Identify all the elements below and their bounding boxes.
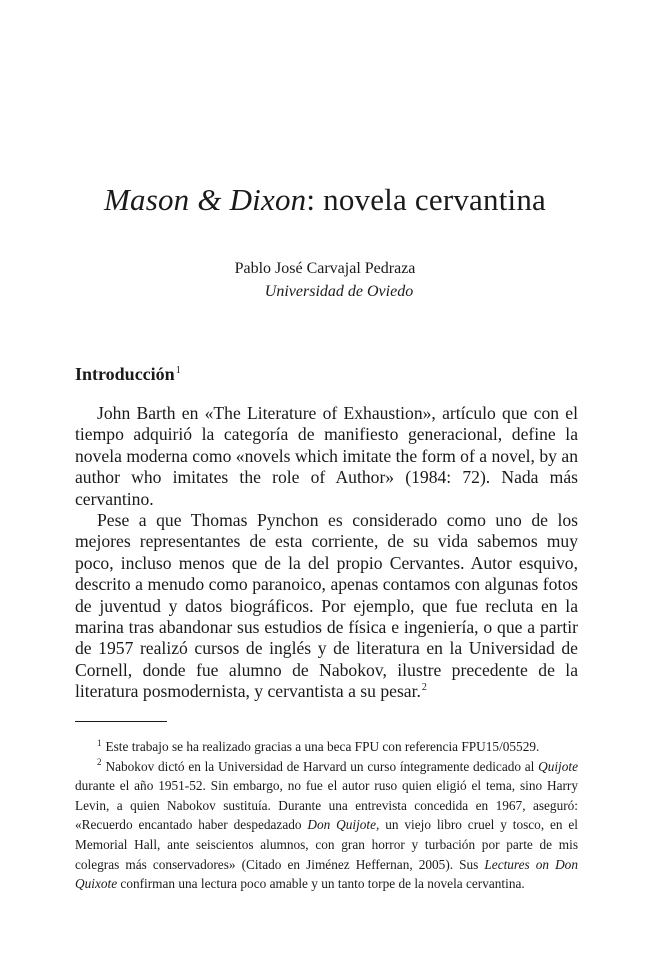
footnote-2-text-c: , un viejo libro cruel y tosco, en el Memorial Hall, ante seiscientos alumnos, con gran horror y turbación por parte de mis colegras más conservadores» (Citado en Jiménez Heffernan, 2005). Sus [75, 817, 579, 872]
author-affiliation: Universidad de Oviedo [264, 283, 414, 300]
paragraph-2-text: Pese a que Thomas Pynchon es considerado como uno de los mejores representantes de esta corriente, de su vida sabemos muy poco, incluso menos que de la del propio Cervantes. Autor esquivo, descrito a menudo como paranoico, apenas contamos con algunas fotos de juventud y datos biográficos. Por ejemplo, que fue recluta en la marina tras abandonar sus estudios de física e ingeniería, o que a partir de 1957 realizó cursos de inglés y de literatura en la Universidad de Cornell, donde fue alumno de Nabokov, ilustre precedente de la literatura posmodernista, y cervantista a su pesar. [75, 510, 578, 702]
footnote-2 [75, 757, 578, 894]
author-block [0, 257, 650, 303]
footnote-ref-1[interactable]: 1 [175, 365, 181, 376]
footnote-1 [75, 737, 578, 757]
paragraph-1-text: John Barth en «The Literature of Exhaustion», artículo que con el tiempo adquirió la categoría de manifiesto generacional, define la novela moderna como «novels which imitate the form of a novel, by an author who imitates the role of Author» (1984: 72). Nada más cervantino. [75, 403, 578, 509]
footnote-ref-2[interactable]: 2 [421, 682, 427, 694]
footnote-1-text: Este trabajo se ha realizado gracias a una beca FPU con referencia FPU15/05529. [105, 739, 540, 754]
title-italic-part: Mason & Dixon [104, 182, 307, 217]
footnote-divider [75, 721, 167, 722]
section-heading [75, 363, 181, 385]
paper-title [0, 180, 650, 220]
author-name: Pablo José Carvajal Pedraza [234, 260, 416, 277]
section-heading-text: Introducción [75, 364, 175, 384]
footnote-2-text-a: Nabokov dictó en la Universidad de Harvard un curso íntegramente dedicado al [105, 758, 539, 774]
footnote-2-italic-c: Lectures on Don Quixote [75, 856, 578, 892]
footnote-2-italic-a: Quijote [538, 758, 578, 774]
paragraph-2 [75, 510, 578, 703]
footnote-2-italic-b: Don Quijote [307, 817, 377, 833]
body-text [75, 403, 578, 703]
footnotes [75, 737, 578, 894]
footnote-2-mark: 2 [97, 757, 102, 768]
footnote-1-mark: 1 [97, 737, 102, 748]
footnote-2-text-d: confirman una lectura poco amable y un tanto torpe de la novela cervantina. [117, 876, 525, 892]
footnote-2-text-b: durante el año 1951-52. Sin embargo, no fue el autor ruso quien eligió el tema, sino Harry Levin, a quien Nabokov sustituía. Durante una entrevista concedida en 1967, aseguró: «Recuerdo encantado haber despedazado [75, 778, 578, 833]
title-rest-part: : novela cervantina [306, 182, 546, 217]
paragraph-1 [75, 403, 578, 510]
